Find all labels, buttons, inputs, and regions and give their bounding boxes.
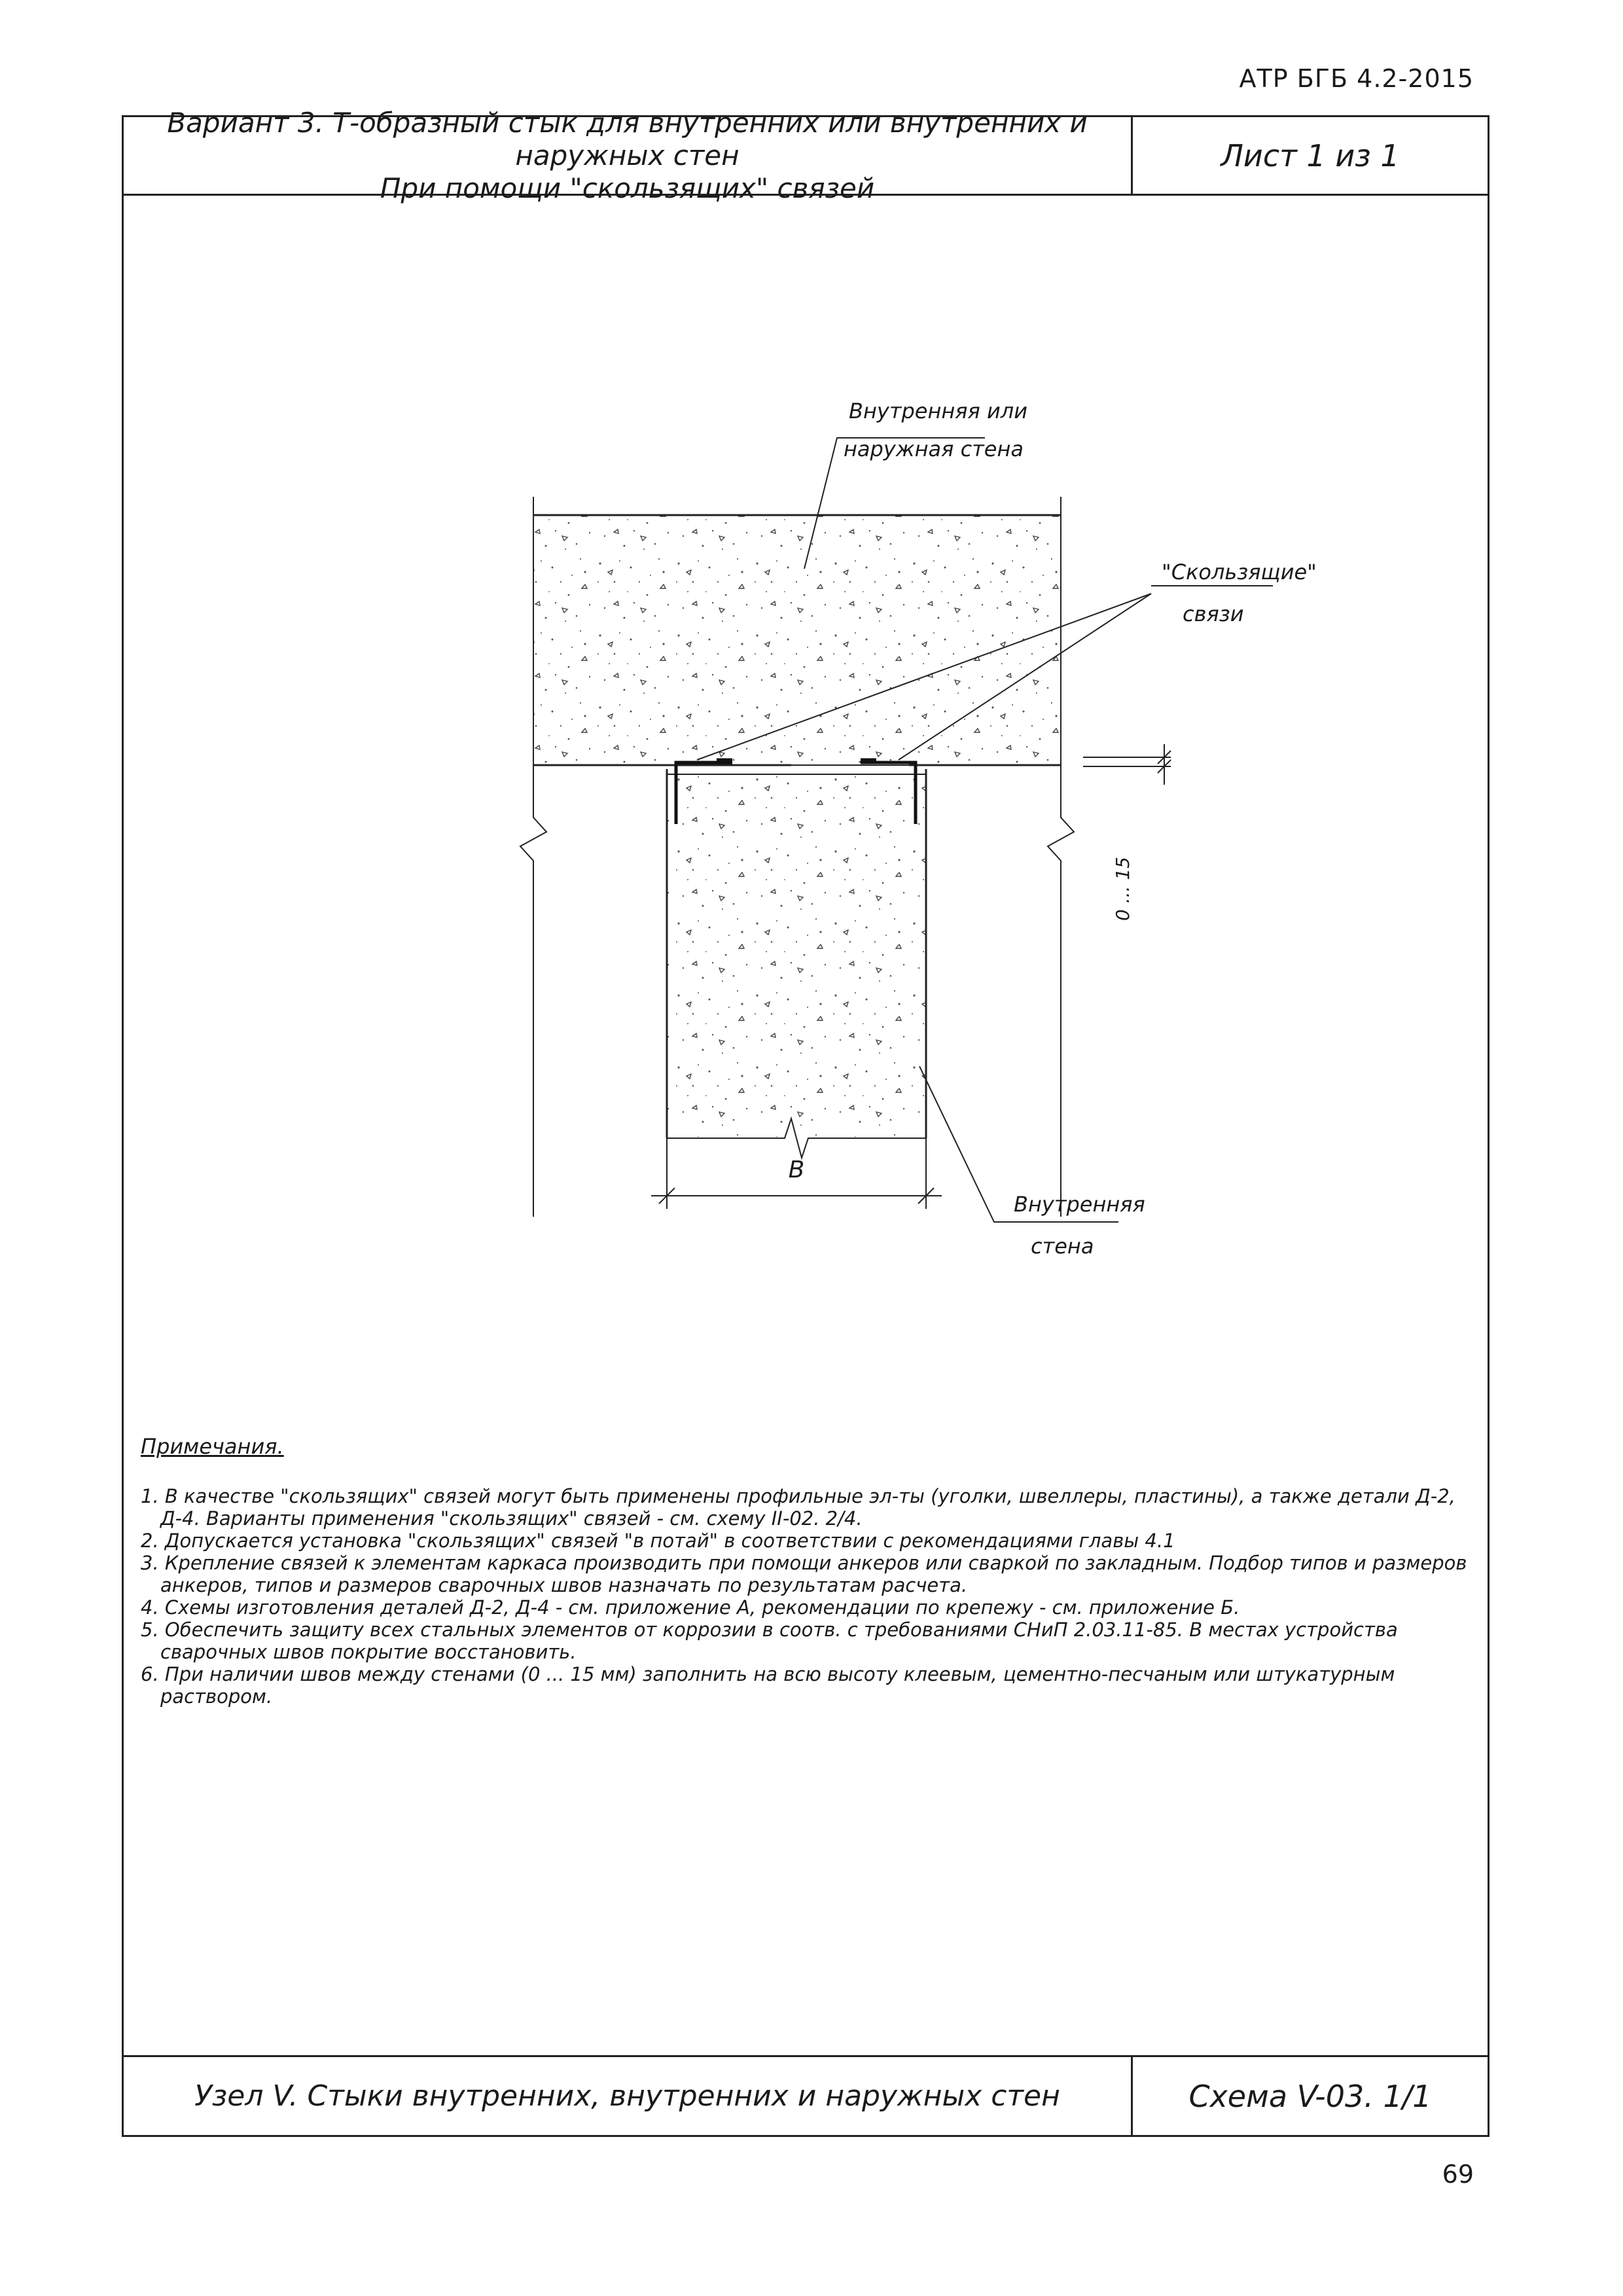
- title-block-footer: [124, 2055, 1488, 2135]
- scheme-number: Схема V-03. 1/1: [1188, 2078, 1432, 2114]
- label-inner-wall-line1: Внутренняя: [1014, 1192, 1145, 1217]
- header-title-line2: При помощи "скользящих" связей: [380, 171, 875, 204]
- footer-title: Узел V. Стыки внутренних, внутренних и наружных стен: [124, 2057, 1133, 2135]
- label-inner-wall-line2: стена: [1031, 1234, 1094, 1259]
- label-gap: 0 ... 15: [1112, 857, 1133, 921]
- sheet-number: Лист 1 из 1: [1221, 137, 1400, 173]
- inner-wall: [667, 765, 926, 1138]
- label-ties-line1: "Скользящие": [1162, 560, 1317, 584]
- label-width: B: [788, 1157, 805, 1183]
- note-item: 5. Обеспечить защиту всех стальных элементов от коррозии в соотв. с требованиями СНиП 2.03.11-85. В местах устройства сварочных швов покрытие восстановить.: [141, 1619, 1398, 1663]
- header-title-line1: Вариант 3. Т-образный стык для внутренних или внутренних и наружных стен: [167, 106, 1088, 171]
- note-item: 2. Допускается установка "скользящих" связей "в потай" в соответствии с рекомендациями главы 4.1: [141, 1530, 1175, 1552]
- label-ties-line2: связи: [1183, 601, 1244, 626]
- outer-wall: [533, 515, 1061, 765]
- notes-section: [141, 1435, 1469, 1708]
- note-item: 4. Схемы изготовления деталей Д-2, Д-4 - см. приложение А, рекомендации по крепежу - см. приложение Б.: [141, 1596, 1240, 1619]
- document-code: АТР БГБ 4.2-2015: [1239, 64, 1474, 93]
- label-outer-wall-line2: наружная стена: [844, 437, 1024, 461]
- dimension-gap: [1083, 744, 1171, 785]
- title-block-header: [124, 106, 1488, 204]
- header-title: [124, 106, 1133, 204]
- label-outer-wall-line1: Внутренняя или: [849, 399, 1028, 423]
- drawing-frame: [122, 106, 1489, 2137]
- note-item: 3. Крепление связей к элементам каркаса производить при помощи анкеров или сваркой по закладным. Подбор типов и размеров анкеров, типов и размеров сварочных швов назначать по результатам расчета.: [141, 1552, 1467, 1596]
- note-item: 1. В качестве "скользящих" связей могут быть применены профильные эл-ты (уголки, швеллеры, пластины), а также детали Д-2, Д-4. Варианты применения "скользящих" связей - см. схему II-02. 2/4.: [141, 1485, 1455, 1530]
- joint-drawing: [124, 196, 1488, 1439]
- note-item: 6. При наличии швов между стенами (0 ... 15 мм) заполнить на всю высоту клеевым, цементно-песчаным или штукатурным раствором.: [141, 1663, 1395, 1708]
- page-number: 69: [1442, 2160, 1474, 2189]
- notes-title: Примечания.: [141, 1434, 284, 1459]
- joint-drawing-svg: [124, 196, 1488, 1439]
